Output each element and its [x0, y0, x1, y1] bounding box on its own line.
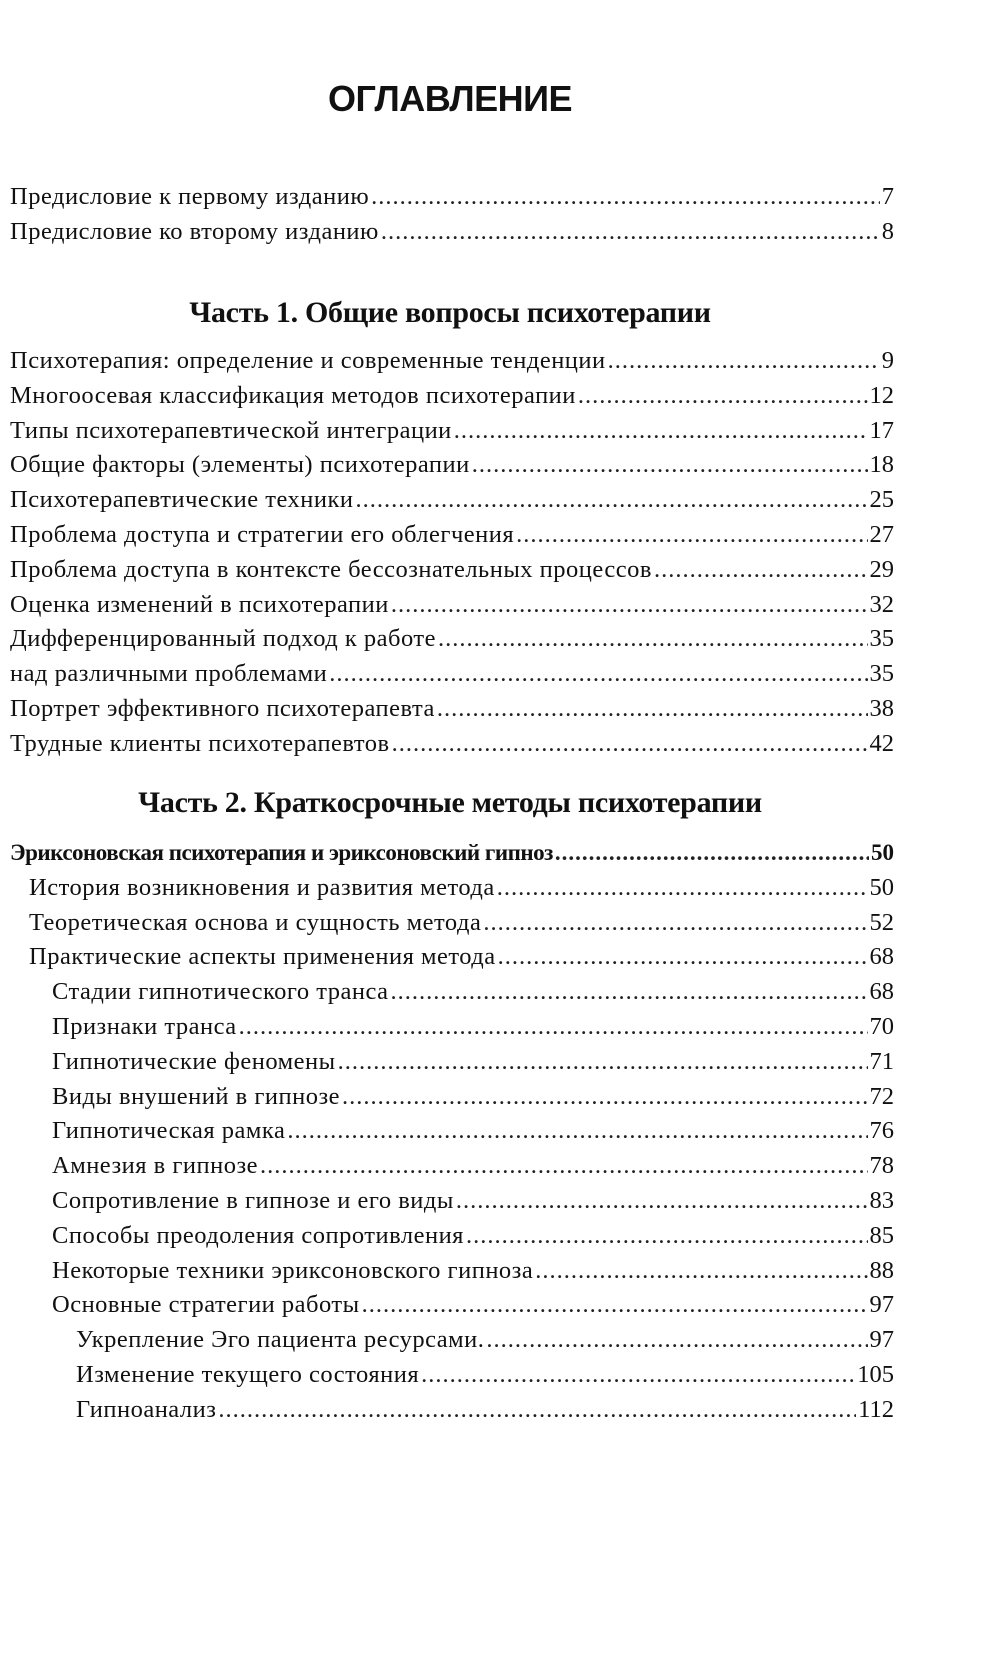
leader-dots — [555, 836, 869, 871]
toc-entry — [10, 1010, 894, 1045]
toc-entry — [10, 1114, 894, 1149]
entry-page: 52 — [869, 908, 894, 936]
entry-page: 50 — [869, 873, 894, 901]
entry-title: Признаки транса — [52, 1012, 237, 1040]
leader-dots — [421, 1358, 855, 1393]
entry-page: 35 — [869, 660, 894, 688]
entry-title: Стадии гипнотического транса — [52, 978, 389, 1006]
toc-entry — [10, 1080, 894, 1115]
entry-page: 38 — [869, 694, 894, 722]
leader-dots — [456, 1184, 868, 1219]
leader-dots — [218, 1393, 856, 1428]
entry-page: 27 — [869, 520, 894, 548]
toc-entry — [10, 975, 894, 1010]
toc-entry — [10, 518, 894, 553]
entry-title: Способы преодоления сопротивления — [52, 1221, 464, 1249]
toc-entry — [10, 1184, 894, 1219]
entry-title: Гипнотическая рамка — [52, 1117, 286, 1145]
entry-title: История возникновения и развития метода — [29, 873, 495, 901]
leader-dots — [438, 622, 868, 657]
leader-dots — [483, 906, 867, 941]
toc-entry — [10, 553, 894, 588]
entry-page: 12 — [869, 381, 894, 409]
leader-dots — [578, 379, 868, 414]
entry-title: Дифференцированный подход к работе — [10, 625, 436, 653]
entry-page: 71 — [869, 1047, 894, 1075]
leader-dots — [472, 448, 868, 483]
entry-title: Оценка изменений в психотерапии — [10, 590, 389, 618]
toc-entry — [10, 657, 894, 692]
leader-dots — [329, 657, 867, 692]
toc-entry — [10, 414, 894, 449]
toc-entry — [10, 379, 894, 414]
entry-title: Предисловие ко второму изданию — [10, 217, 379, 245]
toc-entry — [10, 1219, 894, 1254]
toc-entry — [10, 1288, 894, 1323]
entry-page: 78 — [869, 1152, 894, 1180]
toc-entry — [10, 1149, 894, 1184]
entry-page: 29 — [869, 555, 894, 583]
toc-entry — [10, 215, 894, 250]
toc-entry — [10, 483, 894, 518]
entry-page: 9 — [881, 347, 894, 374]
entry-title: Виды внушений в гипнозе — [52, 1082, 341, 1110]
entry-title: Многоосевая классификация методов психотерапии — [10, 381, 576, 409]
entry-page: 83 — [869, 1186, 894, 1214]
leader-dots — [338, 1045, 868, 1080]
toc-entry — [10, 448, 894, 483]
toc-entry — [10, 1358, 894, 1393]
entry-title: Проблема доступа в контексте бессознательных процессов — [10, 555, 652, 583]
entry-page: 7 — [881, 183, 894, 210]
toc-entry — [10, 622, 894, 657]
entry-title: Психотерапевтические техники — [10, 486, 354, 514]
toc-entry — [10, 727, 894, 762]
entry-title: Сопротивление в гипнозе и его виды — [52, 1186, 454, 1214]
leader-dots — [362, 1288, 868, 1323]
leader-dots — [608, 344, 880, 379]
leader-dots — [535, 1254, 867, 1289]
leader-dots — [239, 1010, 868, 1045]
entry-title: Типы психотерапевтической интеграции — [10, 416, 452, 444]
entry-page: 35 — [869, 625, 894, 653]
leader-dots — [381, 215, 880, 250]
toc-entry — [10, 1323, 894, 1358]
entry-page: 17 — [869, 416, 894, 444]
entry-page: 70 — [869, 1012, 894, 1040]
entry-title: Трудные клиенты психотерапевтов — [10, 729, 390, 757]
entry-page: 72 — [869, 1082, 894, 1110]
toc-entry — [10, 1393, 894, 1428]
toc-entry — [10, 692, 894, 727]
leader-dots — [497, 871, 868, 906]
entry-title: Амнезия в гипнозе — [52, 1152, 259, 1180]
toc-entry — [10, 180, 894, 215]
entry-title: Изменение текущего состояния — [76, 1360, 420, 1388]
leader-dots — [486, 1323, 867, 1358]
entry-page: 97 — [869, 1291, 894, 1319]
leader-dots — [437, 692, 868, 727]
leader-dots — [391, 975, 868, 1010]
entry-title: Эриксоновская психотерапия и эриксоновский гипноз — [10, 840, 553, 865]
leader-dots — [516, 518, 867, 553]
entry-page: 68 — [869, 943, 894, 971]
entry-page: 42 — [869, 729, 894, 757]
entry-title: Гипноанализ — [76, 1395, 217, 1423]
toc-heading: ОГЛАВЛЕНИЕ — [327, 78, 573, 119]
entry-page: 112 — [858, 1395, 894, 1423]
toc-entry — [10, 588, 894, 623]
entry-title: Теоретическая основа и сущность метода — [29, 908, 482, 936]
entry-title: Практические аспекты применения метода — [29, 943, 496, 971]
preface-list — [10, 180, 894, 250]
leader-dots — [498, 940, 868, 975]
entry-page: 25 — [869, 486, 894, 514]
entry-title: Общие факторы (элементы) психотерапии — [10, 451, 470, 479]
toc-entry — [10, 344, 894, 379]
entry-page: 76 — [869, 1117, 894, 1145]
toc-entry — [10, 940, 894, 975]
entry-page: 97 — [869, 1326, 894, 1354]
toc-entry — [10, 1045, 894, 1080]
entry-title: над различными проблемами — [10, 660, 328, 688]
entry-title: Предисловие к первому изданию — [10, 183, 370, 210]
entry-page: 50 — [871, 840, 894, 865]
part1-heading: Часть 1. Общие вопросы психотерапии — [189, 296, 711, 329]
entry-page: 32 — [869, 590, 894, 618]
entry-page: 8 — [881, 217, 894, 245]
entry-title: Основные стратегии работы — [52, 1291, 360, 1319]
entry-page: 18 — [869, 451, 894, 479]
leader-dots — [260, 1149, 867, 1184]
leader-dots — [287, 1114, 867, 1149]
leader-dots — [391, 588, 868, 623]
leader-dots — [342, 1080, 867, 1115]
leader-dots — [392, 727, 868, 762]
entry-title: Гипнотические феномены — [52, 1047, 336, 1075]
entry-page: 68 — [869, 978, 894, 1006]
leader-dots — [356, 483, 868, 518]
toc-entry — [10, 836, 894, 871]
part2-list — [10, 836, 894, 1428]
entry-page: 85 — [869, 1221, 894, 1249]
part2-heading: Часть 2. Краткосрочные методы психотерапии — [138, 786, 762, 819]
entry-title: Портрет эффективного психотерапевта — [10, 694, 435, 722]
leader-dots — [654, 553, 868, 588]
entry-title: Некоторые техники эриксоновского гипноза — [52, 1256, 534, 1284]
entry-title: Психотерапия: определение и современные тенденции — [10, 347, 606, 374]
part1-list — [10, 344, 894, 762]
leader-dots — [466, 1219, 868, 1254]
entry-page: 88 — [869, 1256, 894, 1284]
entry-page: 105 — [857, 1360, 894, 1388]
toc-entry — [10, 1254, 894, 1289]
leader-dots — [454, 414, 868, 449]
entry-title: Проблема доступа и стратегии его облегчения — [10, 520, 515, 548]
entry-title: Укрепление Эго пациента ресурсами. — [76, 1326, 485, 1354]
leader-dots — [371, 180, 880, 215]
toc-entry — [10, 906, 894, 941]
toc-entry — [10, 871, 894, 906]
